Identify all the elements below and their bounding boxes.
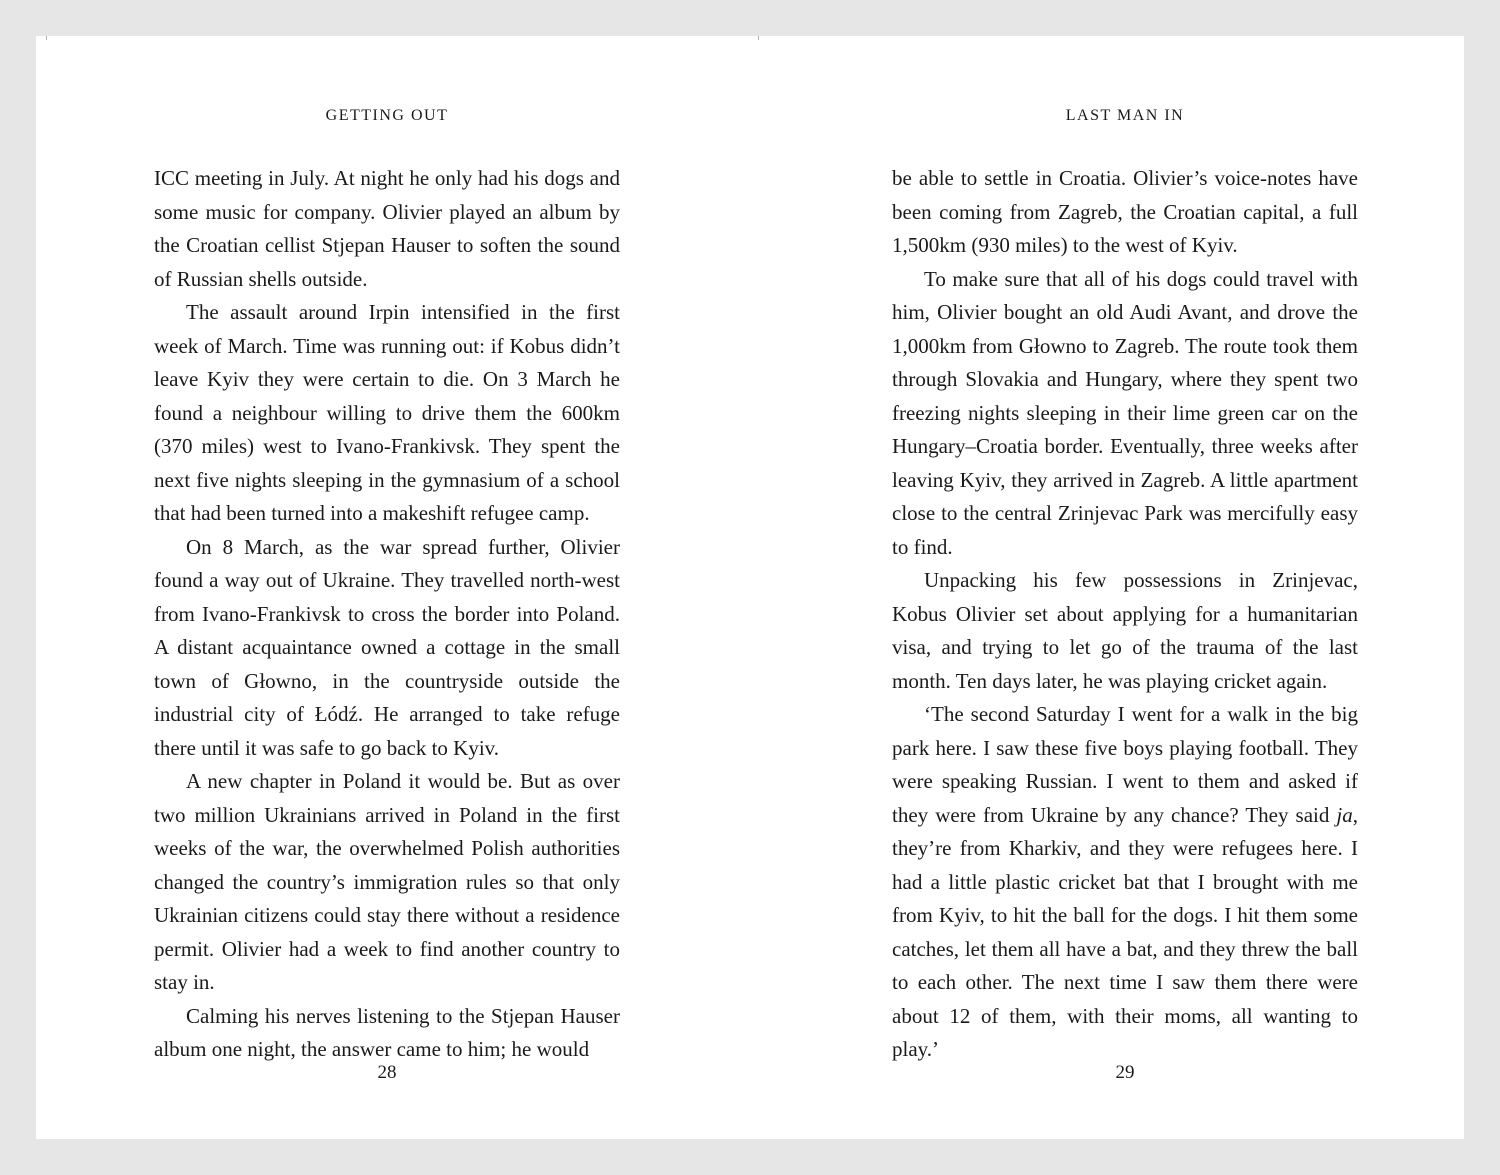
paragraph: ICC meeting in July. At night he only had his dogs and some music for company. Olivier played an album by the Croatian cellist Stjepan Hauser to soften the sound of Russian shells outside. [154, 166, 620, 291]
page-body [892, 162, 1358, 1067]
paragraph: A new chapter in Poland it would be. But as over two million Ukrainians arrived in Poland in the first weeks of the war, the overwhelmed Polish authorities changed the country’s immigration rules so that only Ukrainian citizens could stay there without a residence permit. Olivier had a week to find another country to stay in. [154, 769, 620, 994]
paragraph: To make sure that all of his dogs could travel with him, Olivier bought an old Audi Avant, and drove the 1,000km from Głowno to Zagreb. The route took them through Slovakia and Hungary, where they spent two freezing nights sleeping in their lime green car on the Hungary–Croatia border. Eventually, three weeks after leaving Kyiv, they arrived in Zagreb. A little apartment close to the central Zrinjevac Park was mercifully easy to find. [892, 266, 1358, 559]
paragraph: Calming his nerves listening to the Stjepan Hauser album one night, the answer came to him; he would [154, 1003, 620, 1061]
quote-text: ‘The second Saturday I went for a walk in the big park here. I saw these five boys playing football. They were speaking Russian. I went to them and asked if they were from Ukraine by any chance? They said [892, 702, 1358, 827]
right-page [892, 36, 1358, 1139]
page-number: 29 [1115, 1062, 1135, 1083]
running-head: LAST MAN IN [1065, 107, 1185, 124]
crop-mark [758, 36, 759, 40]
paragraph: be able to settle in Croatia. Olivier’s voice-notes have been coming from Zagreb, the Croatian capital, a full 1,500km (930 miles) to the west of Kyiv. [892, 166, 1358, 257]
paragraph: The assault around Irpin intensified in the first week of March. Time was running out: if Kobus didn’t leave Kyiv they were certain to die. On 3 March he found a neighbour willing to drive them the 600km (370 miles) west to Ivano-Frankivsk. They spent the next five nights sleeping in the gymnasium of a school that had been turned into a makeshift refugee camp. [154, 300, 620, 525]
book-spread [36, 36, 1464, 1139]
running-head: GETTING OUT [325, 107, 449, 124]
paragraph: On 8 March, as the war spread further, Olivier found a way out of Ukraine. They travelled north-west from Ivano-Frankivsk to cross the border into Poland. A distant acquaintance owned a cottage in the small town of Głowno, in the countryside outside the industrial city of Łódź. He arranged to take refuge there until it was safe to go back to Kyiv. [154, 534, 620, 760]
crop-mark [46, 36, 47, 40]
paragraph: Unpacking his few possessions in Zrinjevac, Kobus Olivier set about applying for a humanitarian visa, and trying to let go of the trauma of the last month. Ten days later, he was playing cricket again. [892, 568, 1358, 693]
quote-italic-word: ja [1336, 802, 1353, 827]
page-number: 28 [377, 1062, 397, 1083]
page-body [154, 162, 620, 1067]
left-page [154, 36, 620, 1139]
quote-paragraph [892, 698, 1358, 1067]
quote-text: , they’re from Kharkiv, and they were refugees here. I had a little plastic cricket bat that I brought with me from Kyiv, to hit the ball for the dogs. I hit them some catches, let them all have a bat, and they threw the ball to each other. The next time I saw them there were about 12 of them, with their moms, all wanting to play.’ [892, 802, 1358, 1061]
